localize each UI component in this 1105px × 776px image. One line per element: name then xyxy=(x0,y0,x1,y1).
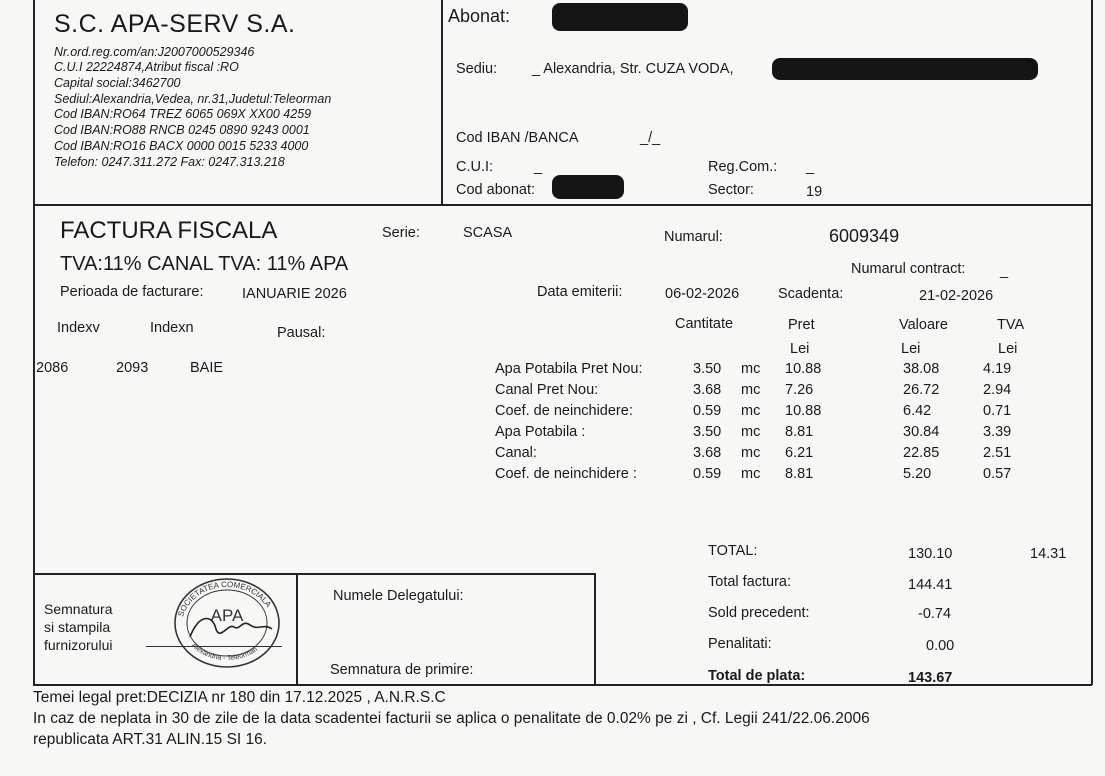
row-value: 22.85 xyxy=(903,445,940,461)
row-unit: mc xyxy=(741,466,761,482)
abonat-redaction xyxy=(552,3,688,31)
cod-abonat-redaction xyxy=(552,175,624,199)
regcom-value: _ xyxy=(806,159,815,175)
row-qty: 3.50 xyxy=(693,361,722,377)
row-unit: mc xyxy=(741,424,761,440)
header-indexn: Indexn xyxy=(150,320,194,336)
header-valoare-unit: Lei xyxy=(901,341,921,357)
supplier-detail-6: Cod IBAN:RO88 RNCB 0245 0890 9243 0001 xyxy=(54,123,310,137)
header-pret-unit: Lei xyxy=(790,341,810,357)
row-price: 10.88 xyxy=(785,361,822,377)
row-value: 6.42 xyxy=(903,403,932,419)
cod-abonat-label: Cod abonat: xyxy=(456,182,536,198)
supplier-divider xyxy=(441,0,443,204)
supplier-detail-3: Capital social:3462700 xyxy=(54,76,181,90)
total-tva: 14.31 xyxy=(1030,546,1067,562)
header-tva-unit: Lei xyxy=(998,341,1018,357)
penal-label: Penalitati: xyxy=(708,636,772,652)
row-qty: 3.68 xyxy=(693,382,722,398)
row-tva: 2.94 xyxy=(983,382,1012,398)
emitere-value: 06-02-2026 xyxy=(665,286,740,302)
numar-value: 6009349 xyxy=(829,226,900,246)
row-desc: Canal: xyxy=(495,445,537,461)
supplier-detail-7: Cod IBAN:RO16 BACX 0000 0015 5233 4000 xyxy=(54,139,309,153)
row-price: 8.81 xyxy=(785,424,814,440)
scadenta-label: Scadenta: xyxy=(778,286,844,302)
row-desc: Apa Potabila Pret Nou: xyxy=(495,361,643,377)
row-tva: 0.57 xyxy=(983,466,1012,482)
signature-box-divider xyxy=(296,573,298,685)
svg-text:Alexandria - Teleorman xyxy=(190,642,259,662)
delegat-label: Numele Delegatului: xyxy=(333,588,464,604)
footer-line-1: Temei legal pret:DECIZIA nr 180 din 17.12.2025 , A.N.R.S.C xyxy=(33,689,446,706)
company-stamp xyxy=(168,575,286,671)
row-tva: 3.39 xyxy=(983,424,1012,440)
signature-box-top xyxy=(33,573,595,575)
footer-line-3: republicata ART.31 ALIN.15 SI 16. xyxy=(33,731,268,748)
abonat-label: Abonat: xyxy=(448,6,511,26)
header-pausal: Pausal: xyxy=(277,325,326,341)
sediu-redaction xyxy=(772,58,1038,80)
header-indexv: Indexv xyxy=(57,320,100,336)
plata-value: 143.67 xyxy=(908,670,953,686)
factura-label: Total factura: xyxy=(708,574,792,590)
row-price: 7.26 xyxy=(785,382,814,398)
contract-label: Numarul contract: xyxy=(851,261,966,277)
stamp-text-top: SOCIETATEA COMERCIALA xyxy=(176,579,273,618)
header-divider xyxy=(33,204,1092,206)
iban-label: Cod IBAN /BANCA xyxy=(456,130,579,146)
tva-line: TVA:11% CANAL TVA: 11% APA xyxy=(60,253,349,275)
cui-value: _ xyxy=(534,159,543,175)
header-cantitate: Cantitate xyxy=(675,316,734,332)
signature-box-right xyxy=(594,573,596,685)
emitere-label: Data emiterii: xyxy=(537,284,623,300)
row-tva: 0.71 xyxy=(983,403,1012,419)
perioada-value: IANUARIE 2026 xyxy=(242,286,347,302)
contract-value: _ xyxy=(1000,263,1009,279)
row-qty: 3.50 xyxy=(693,424,722,440)
header-valoare: Valoare xyxy=(899,317,948,333)
signature-label-2: si stampila xyxy=(44,619,111,635)
row-price: 10.88 xyxy=(785,403,822,419)
supplier-detail-2: C.U.I 22224874,Atribut fiscal :RO xyxy=(54,60,239,74)
sector-label: Sector: xyxy=(708,182,754,198)
row-unit: mc xyxy=(741,382,761,398)
row-value: 5.20 xyxy=(903,466,932,482)
stamp-text-bottom: Alexandria - Teleorman xyxy=(190,641,259,663)
row-value: 26.72 xyxy=(903,382,940,398)
perioada-label: Perioada de facturare: xyxy=(60,284,204,300)
row-tva: 4.19 xyxy=(983,361,1012,377)
frame-left-bottom xyxy=(33,205,35,685)
iban-value: _/_ xyxy=(640,130,661,146)
row-desc: Coef. de neinchidere: xyxy=(495,403,633,419)
footer-line-2: In caz de neplata in 30 de zile de la data scadentei facturii se aplica o penalitate de 0.02% pe zi , Cf. Legii 241/22.06.2006 xyxy=(33,710,870,727)
total-value: 130.10 xyxy=(908,546,953,562)
supplier-detail-8: Telefon: 0247.311.272 Fax: 0247.313.218 xyxy=(54,155,285,169)
row-desc: Coef. de neinchidere : xyxy=(495,466,637,482)
sector-value: 19 xyxy=(806,184,823,200)
numar-label: Numarul: xyxy=(664,229,723,245)
row-tva: 2.51 xyxy=(983,445,1012,461)
row-value: 30.84 xyxy=(903,424,940,440)
row-qty: 3.68 xyxy=(693,445,722,461)
meter-location: BAIE xyxy=(190,360,224,376)
serie-value: SCASA xyxy=(463,225,513,241)
row-price: 6.21 xyxy=(785,445,814,461)
signature-label-1: Semnatura xyxy=(44,601,113,617)
meter-indexn: 2093 xyxy=(116,360,149,376)
factura-value: 144.41 xyxy=(908,577,953,593)
sediu-value: _ Alexandria, Str. CUZA VODA, xyxy=(532,61,734,77)
primire-label: Semnatura de primire: xyxy=(330,662,474,678)
supplier-detail-4: Sediul:Alexandria,Vedea, nr.31,Judetul:Teleorman xyxy=(54,92,332,106)
penal-value: 0.00 xyxy=(926,638,955,654)
row-qty: 0.59 xyxy=(693,403,722,419)
regcom-label: Reg.Com.: xyxy=(708,159,778,175)
header-tva: TVA xyxy=(997,317,1025,333)
supplier-detail-5: Cod IBAN:RO64 TREZ 6065 069X XX00 4259 xyxy=(54,107,312,121)
scadenta-value: 21-02-2026 xyxy=(919,288,994,304)
row-desc: Canal Pret Nou: xyxy=(495,382,599,398)
row-unit: mc xyxy=(741,361,761,377)
serie-label: Serie: xyxy=(382,225,420,241)
supplier-detail-1: Nr.ord.reg.com/an:J2007000529346 xyxy=(54,45,255,59)
sold-value: -0.74 xyxy=(918,606,952,622)
signature-label-3: furnizorului xyxy=(44,637,113,653)
meter-indexv: 2086 xyxy=(36,360,69,376)
row-unit: mc xyxy=(741,445,761,461)
invoice-title: FACTURA FISCALA xyxy=(60,217,278,244)
cui-label: C.U.I: xyxy=(456,159,494,175)
frame-left-top xyxy=(33,0,35,205)
total-label: TOTAL: xyxy=(708,543,758,559)
row-unit: mc xyxy=(741,403,761,419)
frame-right xyxy=(1091,0,1093,685)
sold-label: Sold precedent: xyxy=(708,605,810,621)
row-qty: 0.59 xyxy=(693,466,722,482)
row-price: 8.81 xyxy=(785,466,814,482)
header-pret: Pret xyxy=(788,317,815,333)
supplier-name: S.C. APA-SERV S.A. xyxy=(54,10,296,38)
plata-label: Total de plata: xyxy=(708,668,806,684)
row-value: 38.08 xyxy=(903,361,940,377)
sediu-label: Sediu: xyxy=(456,61,498,77)
row-desc: Apa Potabila : xyxy=(495,424,586,440)
stamp-text-center: APA xyxy=(210,606,244,625)
